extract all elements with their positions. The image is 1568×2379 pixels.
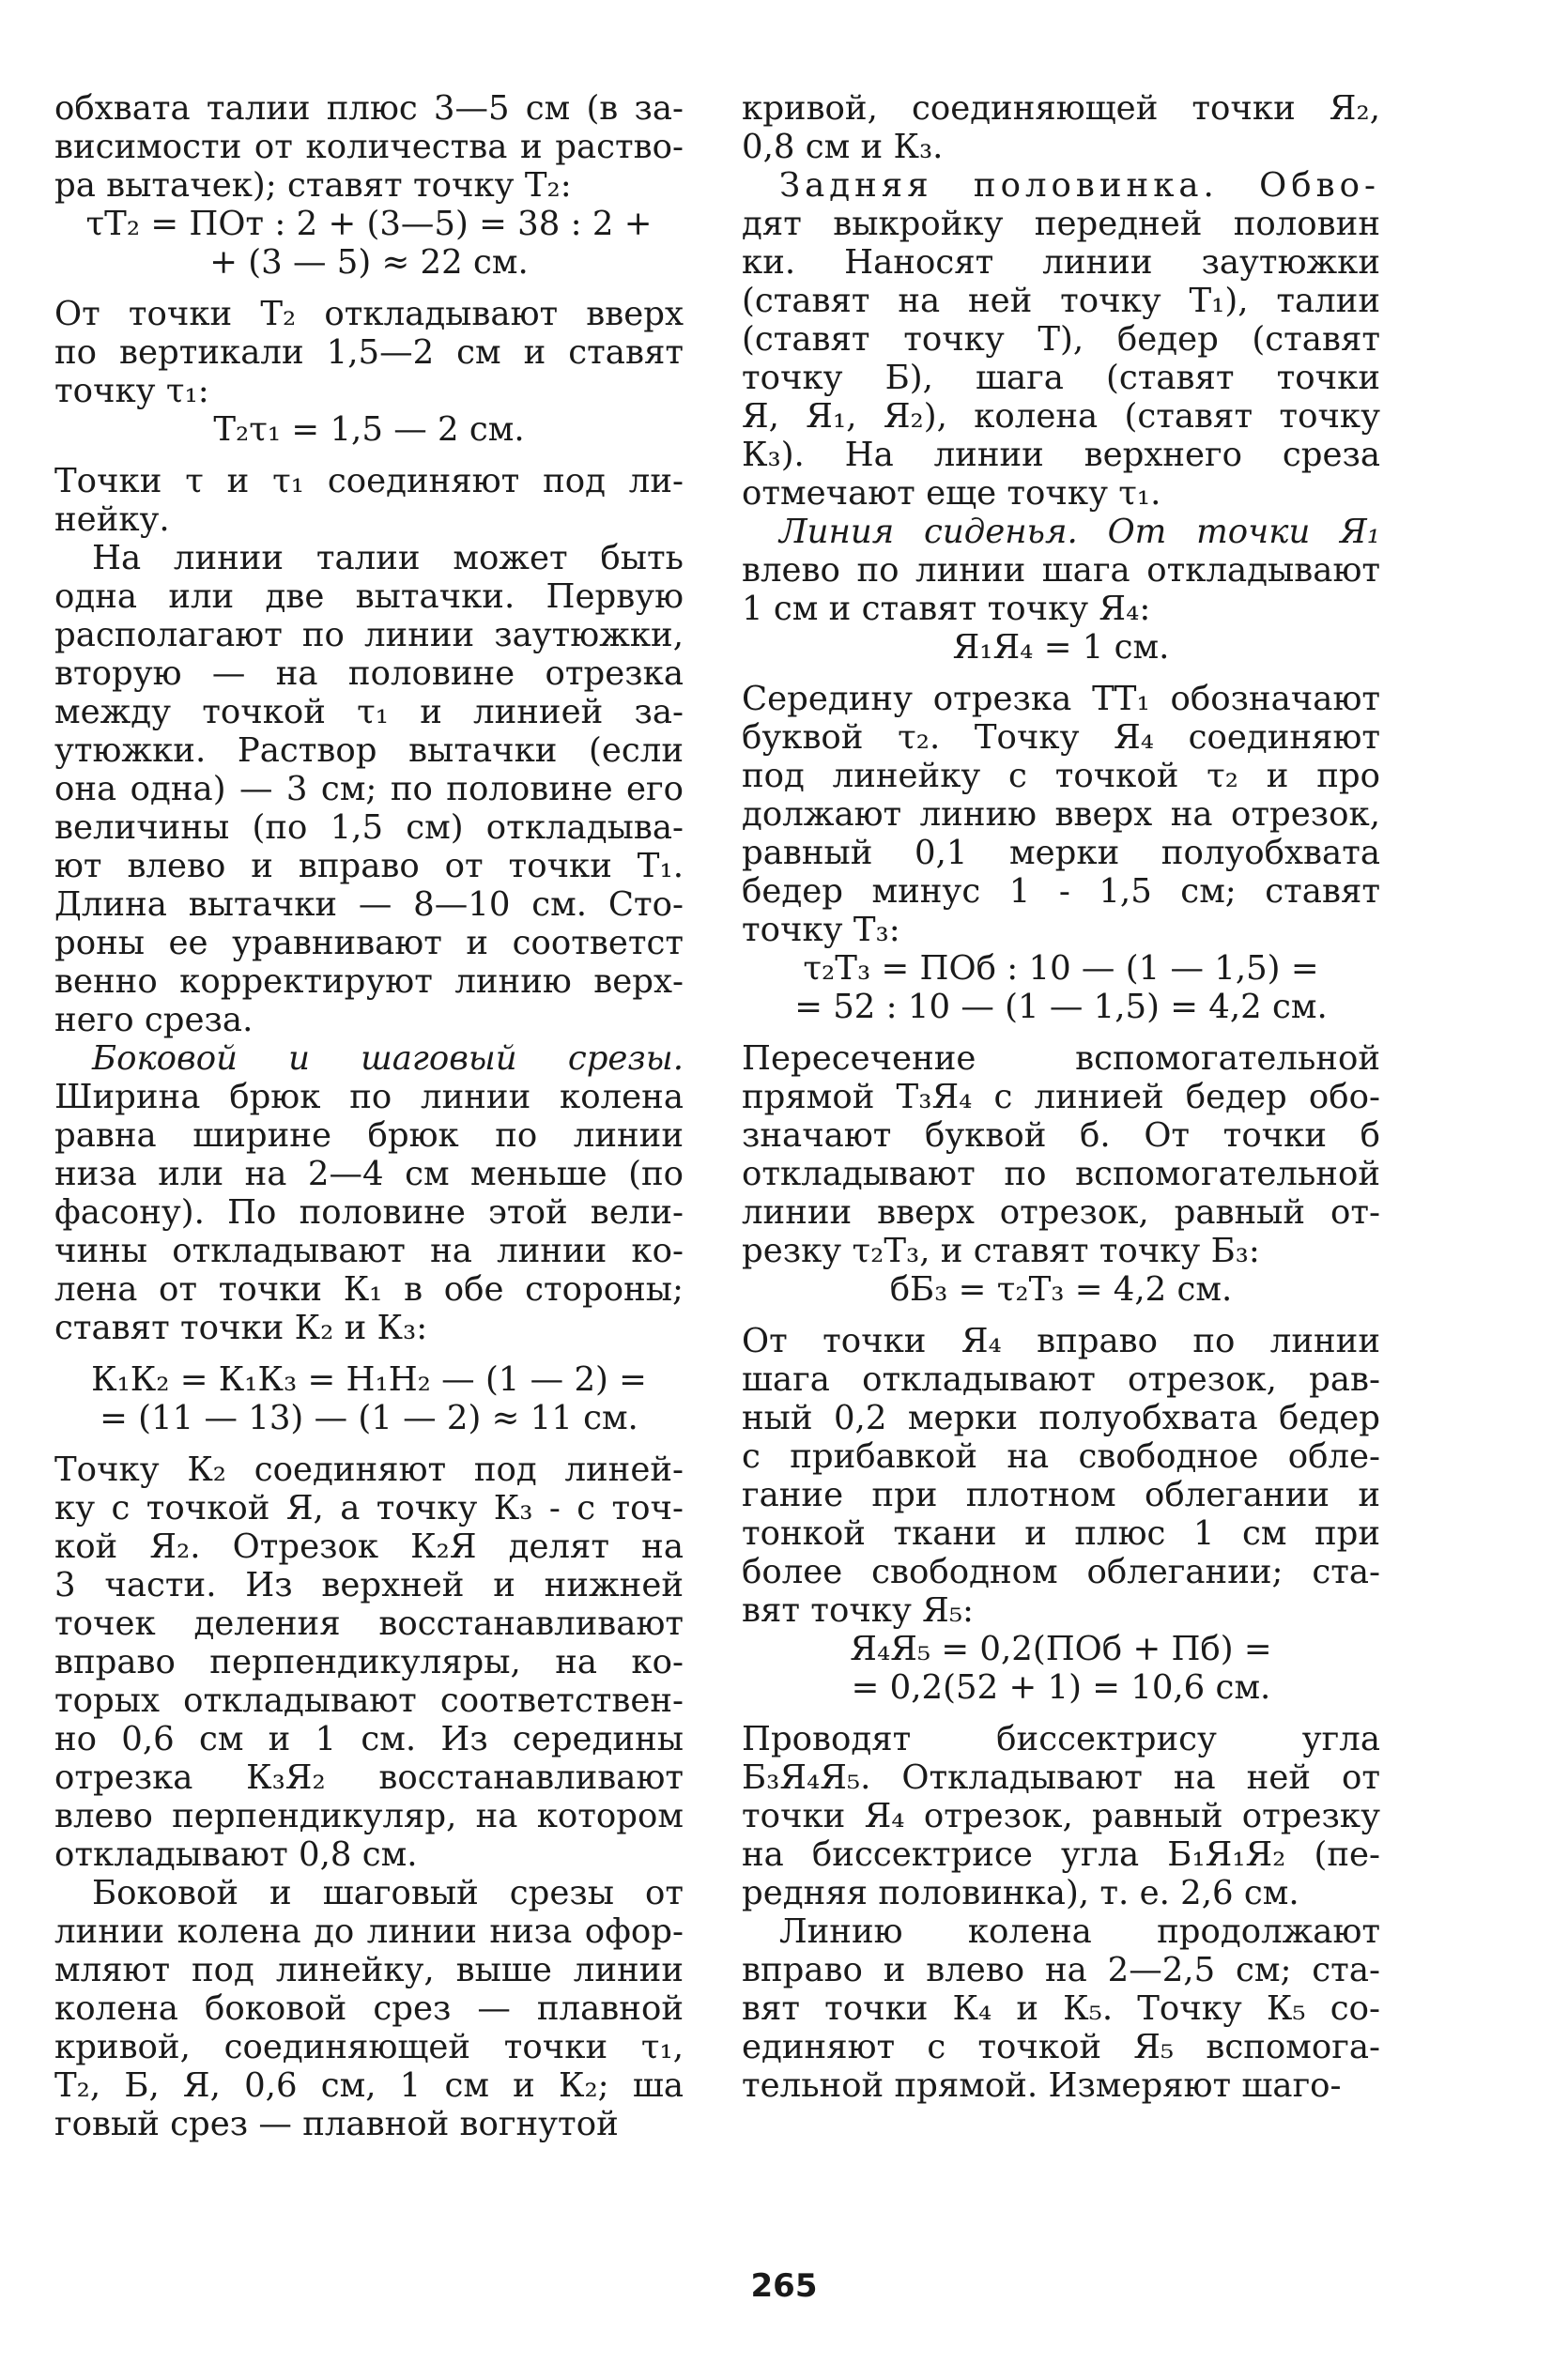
text-line: Линия сиденья. От точки Я₁	[779, 513, 1380, 551]
text-line: Боковой и шаговый срезы от	[92, 1874, 684, 1912]
text-line: Т₂, Б, Я, 0,6 см, 1 см и К₂; ша	[54, 2066, 684, 2105]
text-line: (ставят на ней точку Т₁), талии	[742, 282, 1380, 320]
text-line: говый срез — плавной вогнутой	[54, 2105, 619, 2143]
text-line: резку τ₂Т₃, и ставят точку Б₃:	[742, 1232, 1260, 1270]
text-line: ки. Наносят линии заутюжки	[742, 243, 1380, 282]
text-line: Б₃Я₄Я₅. Откладывают на ней от	[742, 1758, 1380, 1797]
text-line: ку с точкой Я, а точку К₃ - с точ-	[54, 1489, 684, 1527]
text-line: тонкой ткани и плюс 1 см при	[742, 1514, 1380, 1553]
text-line: него среза.	[54, 1001, 254, 1039]
page-number: 265	[750, 2267, 818, 2305]
text-line: на биссектрисе угла Б₁Я₁Я₂ (пе-	[742, 1835, 1380, 1874]
text-line: буквой τ₂. Точку Я₄ соединяют	[742, 718, 1380, 757]
text-line: кривой, соединяющей точки Я₂,	[742, 89, 1380, 128]
text-line: линии колена до линии низа офор-	[54, 1912, 684, 1951]
text-line: располагают по линии заутюжки,	[54, 616, 684, 654]
text-line: прямой Т₃Я₄ с линией бедер обо-	[742, 1078, 1380, 1116]
text-line: На линии талии может быть	[92, 539, 684, 577]
text-line: отрезка К₃Я₂ восстанавливают	[54, 1758, 684, 1797]
text-line: низа или на 2—4 см меньше (по	[54, 1155, 684, 1193]
text-line: отмечают еще точку τ₁.	[742, 474, 1161, 513]
formula-line: τ₂Т₃ = ПОб : 10 — (1 — 1,5) =	[803, 949, 1319, 988]
text-line: венно корректируют линию верх-	[54, 962, 684, 1001]
formula-line: = 52 : 10 — (1 — 1,5) = 4,2 см.	[794, 988, 1328, 1026]
text-line: по вертикали 1,5—2 см и ставят	[54, 333, 684, 372]
text-line: лена от точки К₁ в обе стороны;	[54, 1270, 684, 1309]
text-line: От точки Т₂ откладывают вверх	[54, 295, 684, 333]
line-gap	[54, 449, 684, 462]
text-line: 1 см и ставят точку Я₄:	[742, 590, 1151, 628]
line-gap	[54, 282, 684, 295]
text-line: Проводят биссектрису угла	[742, 1720, 1380, 1758]
text-line: фасону). По половине этой вели-	[54, 1193, 684, 1232]
formula-line: = 0,2(52 + 1) = 10,6 см.	[851, 1668, 1271, 1707]
text-line: ют влево и вправо от точки Т₁.	[54, 847, 684, 885]
text-line: нейку.	[54, 500, 170, 539]
line-gap	[54, 1437, 684, 1450]
text-line: ставят точки К₂ и К₃:	[54, 1309, 428, 1347]
text-line: утюжки. Раствор вытачки (если	[54, 731, 684, 770]
text-line: 3 части. Из верхней и нижней	[54, 1566, 684, 1604]
text-line: значают буквой б. От точки б	[742, 1116, 1380, 1155]
text-line: точку Т₃:	[742, 911, 900, 949]
text-line: должают линию вверх на отрезок,	[742, 795, 1380, 834]
text-line: обхвата талии плюс 3—5 см (в за-	[54, 89, 684, 128]
text-line: колена боковой срез — плавной	[54, 1989, 684, 2028]
text-line: тельной прямой. Измеряют шаго-	[742, 2066, 1342, 2105]
text-line: кой Я₂. Отрезок К₂Я делят на	[54, 1527, 684, 1566]
text-line: (ставят точку Т), бедер (ставят	[742, 320, 1380, 359]
text-line: От точки Я₄ вправо по линии	[742, 1322, 1380, 1360]
line-gap	[742, 1309, 1380, 1322]
text-line: редняя половинка), т. е. 2,6 см.	[742, 1874, 1299, 1912]
formula-line: Т₂τ₁ = 1,5 — 2 см.	[213, 410, 525, 449]
text-line: откладывают 0,8 см.	[54, 1835, 418, 1874]
text-line: Пересечение вспомогательной	[742, 1039, 1380, 1078]
text-line: откладывают по вспомогательной	[742, 1155, 1380, 1193]
text-line: величины (по 1,5 см) откладыва-	[54, 808, 684, 847]
text-line: равна ширине брюк по линии	[54, 1116, 684, 1155]
text-line: Задняя половинка. Обво-	[779, 166, 1380, 205]
text-line: одна или две вытачки. Первую	[54, 577, 684, 616]
text-line: Ширина брюк по линии колена	[54, 1078, 684, 1116]
text-line: точки Я₄ отрезок, равный отрезку	[742, 1797, 1380, 1835]
formula-line: Я₄Я₅ = 0,2(ПОб + Пб) =	[850, 1630, 1272, 1668]
text-line: кривой, соединяющей точки τ₁,	[54, 2028, 684, 2066]
text-line: точку τ₁:	[54, 372, 209, 410]
formula-line: τТ₂ = ПОт : 2 + (3—5) = 38 : 2 +	[85, 205, 653, 243]
text-line: роны ее уравнивают и соответст	[54, 924, 684, 962]
text-line: вправо и влево на 2—2,5 см; ста-	[742, 1951, 1380, 1989]
line-gap	[742, 1707, 1380, 1720]
text-line: с прибавкой на свободное обле-	[742, 1437, 1380, 1476]
left-column	[54, 89, 684, 2143]
text-line: но 0,6 см и 1 см. Из середины	[54, 1720, 684, 1758]
line-gap	[742, 667, 1380, 680]
formula-line: К₁К₂ = К₁К₃ = Н₁Н₂ — (1 — 2) =	[91, 1360, 647, 1399]
text-line: висимости от количества и раство-	[54, 128, 684, 166]
text-line: точку Б), шага (ставят точки	[742, 359, 1380, 397]
text-line: ный 0,2 мерки полуобхвата бедер	[742, 1399, 1380, 1437]
text-line: чины откладывают на линии ко-	[54, 1232, 684, 1270]
text-line: 0,8 см и К₃.	[742, 128, 944, 166]
text-line: равный 0,1 мерки полуобхвата	[742, 834, 1380, 872]
formula-line: бБ₃ = τ₂Т₃ = 4,2 см.	[889, 1270, 1233, 1309]
formula-line: = (11 — 13) — (1 — 2) ≈ 11 см.	[100, 1399, 638, 1437]
text-line: между точкой τ₁ и линией за-	[54, 693, 684, 731]
text-line: под линейку с точкой τ₂ и про	[742, 757, 1380, 795]
text-line: шага откладывают отрезок, рав-	[742, 1360, 1380, 1399]
text-line: дят выкройку передней половин	[742, 205, 1380, 243]
text-line: точек деления восстанавливают	[54, 1604, 684, 1643]
text-line: вят точки К₄ и К₅. Точку К₅ со-	[742, 1989, 1380, 2028]
formula-line: Я₁Я₄ = 1 см.	[952, 628, 1170, 667]
text-line: торых откладывают соответствен-	[54, 1681, 684, 1720]
text-line: Линию колена продолжают	[779, 1912, 1380, 1951]
text-line: Я, Я₁, Я₂), колена (ставят точку	[742, 397, 1380, 436]
text-line: мляют под линейку, выше линии	[54, 1951, 684, 1989]
text-line: гание при плотном облегании и	[742, 1476, 1380, 1514]
line-gap	[742, 1026, 1380, 1039]
text-line: Боковой и шаговый срезы.	[92, 1039, 684, 1078]
text-line: ра вытачек); ставят точку Т₂:	[54, 166, 572, 205]
right-column	[742, 89, 1380, 2105]
text-line: Точки τ и τ₁ соединяют под ли-	[54, 462, 684, 500]
text-line: единяют с точкой Я₅ вспомога-	[742, 2028, 1380, 2066]
text-line: бедер минус 1 - 1,5 см; ставят	[742, 872, 1380, 911]
text-line: Длина вытачки — 8—10 см. Сто-	[54, 885, 684, 924]
text-line: влево по линии шага откладывают	[742, 551, 1380, 590]
text-line: К₃). На линии верхнего среза	[742, 436, 1380, 474]
text-line: вят точку Я₅:	[742, 1591, 975, 1630]
text-line: линии вверх отрезок, равный от-	[742, 1193, 1380, 1232]
text-line: вторую — на половине отрезка	[54, 654, 684, 693]
text-line: Середину отрезка ТТ₁ обозначают	[742, 680, 1380, 718]
text-line: более свободном облегании; ста-	[742, 1553, 1380, 1591]
text-line: Точку К₂ соединяют под линей-	[54, 1450, 684, 1489]
formula-line: + (3 — 5) ≈ 22 см.	[209, 243, 529, 282]
text-line: вправо перпендикуляры, на ко-	[54, 1643, 684, 1681]
text-line: она одна) — 3 см; по половине его	[54, 770, 684, 808]
line-gap	[54, 1347, 684, 1360]
text-line: влево перпендикуляр, на котором	[54, 1797, 684, 1835]
